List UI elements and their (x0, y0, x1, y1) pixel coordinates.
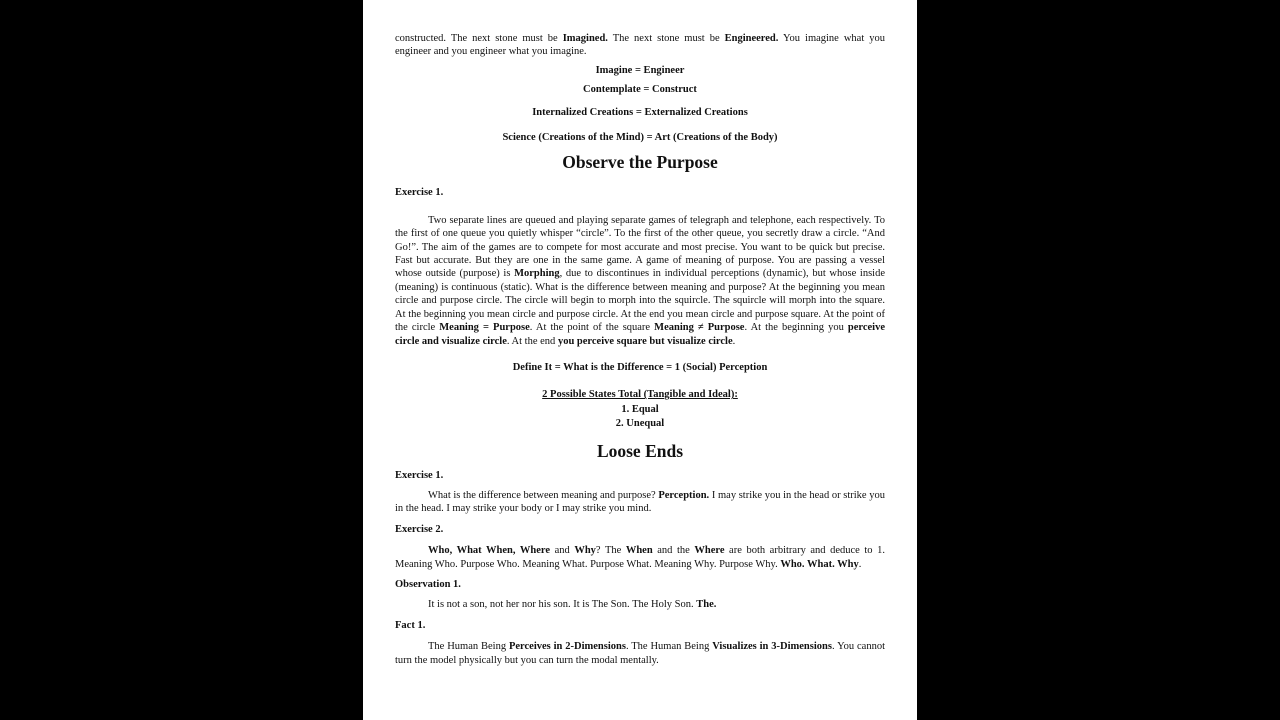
loose-exercise-2-label: Exercise 2. (395, 523, 444, 535)
para-bold-meaning-equals: Meaning = Purpose (439, 322, 530, 334)
heading-observe-the-purpose: Observe the Purpose (562, 152, 718, 173)
le1-text-c: I may strike you in the head or strike you in the head. I may strike your body or I may strike you mind. (395, 489, 885, 515)
intro-text-1: constructed. The next stone must be (395, 33, 563, 44)
exercise-1-label: Exercise 1. (395, 187, 444, 199)
obs-bold-the: The. (696, 599, 717, 611)
le2-text-4: are both arbitrary and deduce to 1. Meaning Who. Purpose Who. Meaning What. Purpose What. Meaning Why. Purpose Why. (395, 545, 885, 570)
para-text-e: . At the point of the square (529, 322, 655, 334)
para-bold-perceive-square: you perceive square but visualize circle (557, 335, 733, 347)
obs-text-a: It is not a son, not her nor his son. It is The Son. The Holy Son. (428, 599, 697, 611)
para-text-c: , due to discontinues in individual perceptions (dynamic), but whose inside (meaning) is continuous (static). What is the difference between meaning and purpose? At the beginning you mean circle and purpose circle. The circle will begin to morph into the squircle. The squircle will morph into the square. At the beginning you mean circle and purpose circle. At the end you mean circle and purpose square. At the point of the circle (395, 268, 885, 334)
le2-text-1: and (550, 545, 575, 557)
equation-imagine-engineer: Imagine = Engineer (595, 64, 685, 76)
state-equal: 1. Equal (621, 403, 659, 415)
fact-1-label: Fact 1. (395, 619, 426, 631)
le2-bold-when: When (625, 545, 653, 557)
intro-text-2: The next stone must be (607, 33, 725, 44)
fact-text-e: . You cannot turn the model physically but you can turn the modal mentally. (395, 641, 885, 666)
equation-creations: Internalized Creations = Externalized Creations (532, 106, 748, 118)
para-text-k: . (732, 335, 736, 347)
fact-text-a: The Human Being (428, 641, 509, 653)
loose-exercise-1-label: Exercise 1. (395, 469, 444, 481)
intro-bold-engineered: Engineered. (724, 33, 779, 44)
para-bold-meaning-not-equals: Meaning ≠ Purpose (654, 322, 745, 334)
exercise-1-paragraph (395, 214, 885, 348)
document-page (363, 0, 917, 720)
le2-bold-where: Where (694, 545, 725, 557)
equation-contemplate-construct: Contemplate = Construct (583, 84, 697, 96)
para-text-i: . At the end (506, 335, 558, 347)
intro-paragraph (395, 32, 885, 59)
le1-text-a: What is the difference between meaning and purpose? (428, 489, 659, 501)
fact-1-paragraph (395, 640, 885, 667)
le2-text-5: . (858, 558, 862, 570)
para-bold-morphing: Morphing (514, 268, 560, 280)
loose-exercise-1-paragraph (395, 489, 885, 516)
fact-bold-perceives: Perceives in 2-Dimensions (508, 641, 626, 653)
le2-bold-why: Why (574, 545, 596, 557)
le2-text-2: ? The (595, 545, 626, 557)
intro-bold-imagined: Imagined. (562, 33, 608, 44)
equation-science-art: Science (Creations of the Mind) = Art (Creations of the Body) (502, 132, 778, 144)
le1-bold-perception: Perception. (658, 489, 710, 501)
fact-text-c: . The Human Being (625, 641, 713, 653)
observation-1-paragraph (395, 598, 885, 611)
state-unequal: 2. Unequal (615, 418, 665, 430)
define-it-line: Define It = What is the Difference = 1 (Social) Perception (512, 361, 768, 373)
le2-text-3: and the (652, 545, 695, 557)
le2-bold-who-what: Who, What When, Where (428, 545, 551, 557)
fact-bold-visualizes: Visualizes in 3-Dimensions (712, 641, 832, 653)
heading-loose-ends: Loose Ends (596, 440, 684, 461)
loose-exercise-2-paragraph (395, 544, 885, 571)
para-text-g: . At the beginning you (744, 322, 848, 334)
para-bold-perceive-circle: perceive circle and visualize circle (395, 322, 886, 347)
para-text-a: Two separate lines are queued and playing separate games of telegraph and telephone, each respectively. To the first of one queue you quietly whisper “circle”. To the first of the other queue, you secretly draw a circle. “And Go!”. The aim of the games are to compete for most accurate and most precise. You want to be quick but precise. Fast but accurate. But they are one in the same game. A game of meaning of purpose. You are passing a vessel whose outside (purpose) is (395, 214, 885, 280)
intro-text-3: You imagine what you engineer and you engineer what you imagine. (395, 33, 885, 58)
observation-1-label: Observation 1. (395, 578, 461, 590)
document-content (395, 32, 885, 667)
le2-bold-who-what-why: Who. What. Why (780, 558, 859, 570)
possible-states-title: 2 Possible States Total (Tangible and Ideal): (542, 389, 738, 401)
